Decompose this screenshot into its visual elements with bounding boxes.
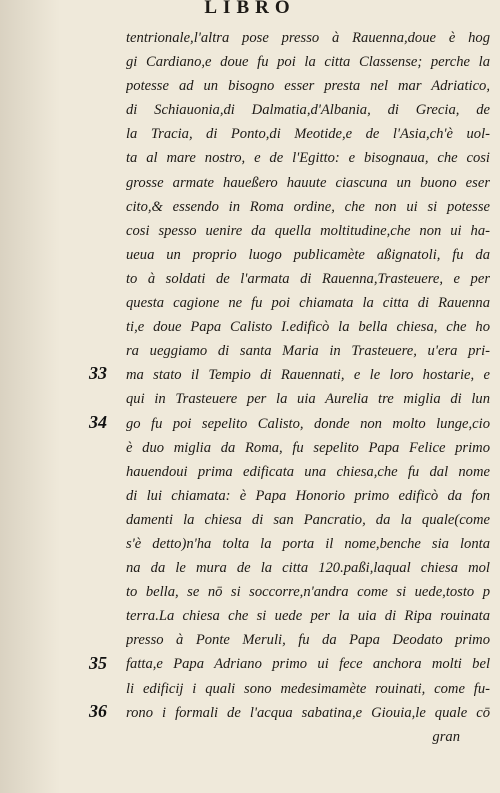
text-line: questa cagione ne fu poi chiamata la citta di Rauenna [126,295,490,312]
text-line: ta al mare nostro, e de l'Egitto: e bisognaua, che cosi [126,150,490,167]
text-line: to à soldati de l'armata di Rauenna,Trasteuere, e per [126,270,490,287]
text-line: li edificij i quali sono medesimamète rouinati, come fu- [126,680,490,697]
text-line: hauendoui prima edificata una chiesa,che fu dal nome [126,463,490,480]
text-line: ra ueggiamo di santa Maria in Trasteuere, u'era pri- [126,343,490,360]
text-line: potesse ad un bisogno esser presta nel mar Adriatico, [126,78,490,95]
text-line: gi Cardiano,e doue fu poi la citta Classense; perche la [126,54,490,71]
text-line: fatta,e Papa Adriano primo ui fece anchora molti bel [126,656,490,673]
gutter-shadow [0,0,60,793]
text-line: è duo miglia da Roma, fu sepelito Papa Felice primo [126,439,490,456]
text-line: tentrionale,l'altra pose presso à Rauenna,doue è hog [126,30,490,46]
text-line: ueua un proprio luogo publicamète aßignatoli, fu da [126,246,490,263]
text-line: go fu poi sepelito Calisto, donde non molto lunge,cio [126,415,490,432]
margin-number: 35 [89,652,107,673]
text-line: cito,& essendo in Roma ordine, che non ui si potesse [126,198,490,215]
text-line: di Schiauonia,di Dalmatia,d'Albania, di Grecia, de [126,102,490,119]
text-line: to bella, se nō si soccorre,n'andra come si uede,tosto p [126,584,490,601]
text-line: ti,e doue Papa Calisto I.edificò la bella chiesa, che ho [126,319,490,336]
body-text [126,26,490,749]
text-line: damenti la chiesa di san Pancratio, da la quale(come [126,511,490,528]
text-line: presso à Ponte Meruli, fu da Papa Deodato primo [126,632,490,649]
running-header: LIBRO [204,0,296,18]
margin-number: 34 [89,411,107,432]
margin-number: 36 [89,700,107,721]
text-line: qui in Trasteuere per la uia Aurelia tre miglia di lun [126,391,490,408]
margin-number: 33 [89,363,107,384]
text-line: gran [432,728,460,745]
text-line: di lui chiamata: è Papa Honorio primo edificò da fon [126,487,490,504]
text-line: grosse armate haueßero hauute ciascuna un buono eser [126,174,490,191]
text-line: na da le mura de la citta 120.paßi,laqual chiesa mol [126,560,490,577]
text-line: s'è detto)n'ha tolta la porta il nome,benche sia lonta [126,535,490,552]
text-line: la Tracia, di Ponto,di Meotide,e de l'Asia,ch'è uol- [126,126,490,143]
text-line: terra.La chiesa che si uede per la uia di Ripa rouinata [126,608,490,625]
text-line: cosi spesso uenire da quella moltitudine,che non ui ha- [126,222,490,239]
text-line: rono i formali de l'acqua sabatina,e Giouia,le quale cō [126,704,490,721]
text-line: ma stato il Tempio di Rauennati, e le loro hostarie, e [126,367,490,384]
